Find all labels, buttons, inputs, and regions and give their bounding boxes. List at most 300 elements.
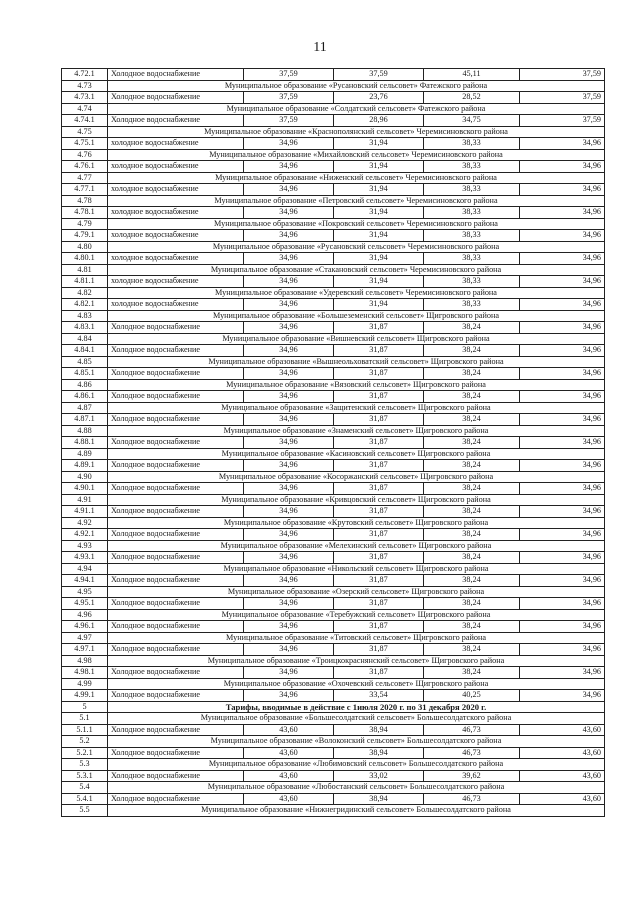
tariff-value: 34,96 bbox=[244, 552, 334, 564]
tariff-value: 31,87 bbox=[334, 506, 424, 518]
municipality-title: Муниципальное образование «Косоржанский сельсовет» Щигровского района bbox=[108, 471, 605, 483]
table-row bbox=[62, 161, 605, 173]
row-code: 4.83.1 bbox=[62, 322, 108, 334]
tariff-value: 34,96 bbox=[520, 322, 605, 334]
tariff-value: 28,96 bbox=[334, 115, 424, 127]
tariff-value: 43,60 bbox=[244, 724, 334, 736]
tariff-value: 34,96 bbox=[244, 391, 334, 403]
tariff-value: 38,33 bbox=[424, 276, 520, 288]
tariff-value: 34,96 bbox=[520, 437, 605, 449]
tariff-value: 40,25 bbox=[424, 690, 520, 702]
municipality-row bbox=[62, 333, 605, 345]
municipality-row bbox=[62, 402, 605, 414]
service-label: Холодное водоснабжение bbox=[108, 552, 244, 564]
row-code: 4.80.1 bbox=[62, 253, 108, 265]
tariff-value: 38,24 bbox=[424, 506, 520, 518]
service-label: холодное водоснабжение bbox=[108, 230, 244, 242]
tariff-value: 34,96 bbox=[520, 552, 605, 564]
service-label: Холодное водоснабжение bbox=[108, 529, 244, 541]
row-code: 5.1 bbox=[62, 713, 108, 725]
table-row bbox=[62, 460, 605, 472]
tariff-value: 31,87 bbox=[334, 552, 424, 564]
municipality-title: Муниципальное образование «Волоконский сельсовет» Большесолдатского района bbox=[108, 736, 605, 748]
row-code: 4.79 bbox=[62, 218, 108, 230]
row-code: 4.89.1 bbox=[62, 460, 108, 472]
table-row bbox=[62, 299, 605, 311]
municipality-row bbox=[62, 494, 605, 506]
tariff-value: 23,76 bbox=[334, 92, 424, 104]
tariff-value: 37,59 bbox=[520, 115, 605, 127]
row-code: 4.83 bbox=[62, 310, 108, 322]
service-label: Холодное водоснабжение bbox=[108, 747, 244, 759]
service-label: холодное водоснабжение bbox=[108, 276, 244, 288]
service-label: Холодное водоснабжение bbox=[108, 437, 244, 449]
municipality-row bbox=[62, 379, 605, 391]
tariff-value: 38,33 bbox=[424, 184, 520, 196]
municipality-title: Муниципальное образование «Русановский сельсовет» Черемисиновского района bbox=[108, 241, 605, 253]
table-row bbox=[62, 483, 605, 495]
row-code: 4.96 bbox=[62, 609, 108, 621]
municipality-row bbox=[62, 448, 605, 460]
service-label: холодное водоснабжение bbox=[108, 299, 244, 311]
row-code: 4.82 bbox=[62, 287, 108, 299]
table-row bbox=[62, 230, 605, 242]
municipality-title: Муниципальное образование «Теребужский сельсовет» Щигровского района bbox=[108, 609, 605, 621]
municipality-title: Муниципальное образование «Михайловский сельсовет» Черемисиновского района bbox=[108, 149, 605, 161]
tariff-value: 38,24 bbox=[424, 621, 520, 633]
service-label: Холодное водоснабжение bbox=[108, 391, 244, 403]
row-code: 4.92.1 bbox=[62, 529, 108, 541]
tariff-value: 39,62 bbox=[424, 770, 520, 782]
table-row bbox=[62, 690, 605, 702]
tariff-value: 38,24 bbox=[424, 575, 520, 587]
row-code: 4.91 bbox=[62, 494, 108, 506]
tariff-value: 34,96 bbox=[520, 230, 605, 242]
tariff-value: 34,96 bbox=[520, 483, 605, 495]
tariff-value: 38,24 bbox=[424, 644, 520, 656]
service-label: холодное водоснабжение bbox=[108, 161, 244, 173]
municipality-title: Муниципальное образование «Краснополянский сельсовет» Черемисиновского района bbox=[108, 126, 605, 138]
tariff-value: 31,87 bbox=[334, 575, 424, 587]
tariff-value: 34,96 bbox=[244, 345, 334, 357]
service-label: холодное водоснабжение bbox=[108, 253, 244, 265]
tariff-value: 34,96 bbox=[244, 414, 334, 426]
tariff-value: 31,94 bbox=[334, 230, 424, 242]
tariff-value: 43,60 bbox=[244, 793, 334, 805]
municipality-title: Муниципальное образование «Большесолдатский сельсовет» Большесолдатского района bbox=[108, 713, 605, 725]
tariff-value: 34,96 bbox=[244, 230, 334, 242]
municipality-row bbox=[62, 655, 605, 667]
row-code: 4.93 bbox=[62, 540, 108, 552]
row-code: 4.94.1 bbox=[62, 575, 108, 587]
tariff-value: 31,87 bbox=[334, 414, 424, 426]
tariff-value: 34,96 bbox=[244, 644, 334, 656]
tariff-value: 43,60 bbox=[520, 793, 605, 805]
tariff-value: 34,96 bbox=[520, 644, 605, 656]
row-code: 4.87.1 bbox=[62, 414, 108, 426]
row-code: 4.75.1 bbox=[62, 138, 108, 150]
tariff-value: 38,94 bbox=[334, 747, 424, 759]
row-code: 4.85 bbox=[62, 356, 108, 368]
municipality-title: Муниципальное образование «Знаменский сельсовет» Щигровского района bbox=[108, 425, 605, 437]
municipality-title: Муниципальное образование «Нижнегридинский сельсовет» Большесолдатского района bbox=[108, 805, 605, 817]
tariff-value: 31,94 bbox=[334, 184, 424, 196]
table-row bbox=[62, 667, 605, 679]
row-code: 4.73.1 bbox=[62, 92, 108, 104]
row-code: 4.96.1 bbox=[62, 621, 108, 633]
tariff-value: 38,24 bbox=[424, 598, 520, 610]
municipality-row bbox=[62, 805, 605, 817]
service-label: Холодное водоснабжение bbox=[108, 621, 244, 633]
service-label: Холодное водоснабжение bbox=[108, 414, 244, 426]
tariff-value: 34,96 bbox=[520, 598, 605, 610]
table-row bbox=[62, 552, 605, 564]
row-code: 4.82.1 bbox=[62, 299, 108, 311]
tariff-value: 34,96 bbox=[520, 575, 605, 587]
tariff-value: 34,96 bbox=[244, 184, 334, 196]
tariff-value: 34,96 bbox=[244, 575, 334, 587]
row-code: 4.88.1 bbox=[62, 437, 108, 449]
municipality-title: Муниципальное образование «Ниженский сельсовет» Черемисиновского района bbox=[108, 172, 605, 184]
municipality-row bbox=[62, 264, 605, 276]
tariff-value: 31,87 bbox=[334, 437, 424, 449]
section-title: Тарифы, вводимые в действие с 1июля 2020 г. по 31 декабря 2020 г. bbox=[108, 701, 605, 713]
row-code: 4.72.1 bbox=[62, 69, 108, 81]
tariff-value: 43,60 bbox=[520, 724, 605, 736]
tariff-value: 43,60 bbox=[520, 747, 605, 759]
tariff-value: 31,87 bbox=[334, 644, 424, 656]
service-label: холодное водоснабжение bbox=[108, 207, 244, 219]
municipality-title: Муниципальное образование «Кривцовский сельсовет» Щигровского района bbox=[108, 494, 605, 506]
tariff-value: 34,96 bbox=[520, 161, 605, 173]
section-header-row bbox=[62, 701, 605, 713]
tariff-value: 31,87 bbox=[334, 345, 424, 357]
row-code: 4.84.1 bbox=[62, 345, 108, 357]
row-code: 5.3 bbox=[62, 759, 108, 771]
service-label: холодное водоснабжение bbox=[108, 184, 244, 196]
service-label: Холодное водоснабжение bbox=[108, 793, 244, 805]
tariff-value: 34,96 bbox=[244, 368, 334, 380]
tariff-value: 46,73 bbox=[424, 747, 520, 759]
tariff-value: 31,94 bbox=[334, 138, 424, 150]
tariff-value: 28,52 bbox=[424, 92, 520, 104]
tariff-value: 38,24 bbox=[424, 368, 520, 380]
tariff-value: 34,96 bbox=[244, 138, 334, 150]
tariff-value: 38,24 bbox=[424, 391, 520, 403]
tariff-value: 31,87 bbox=[334, 529, 424, 541]
tariff-value: 34,96 bbox=[520, 667, 605, 679]
municipality-row bbox=[62, 540, 605, 552]
row-code: 4.81 bbox=[62, 264, 108, 276]
municipality-row bbox=[62, 103, 605, 115]
tariff-value: 34,96 bbox=[520, 529, 605, 541]
tariff-value: 38,33 bbox=[424, 138, 520, 150]
table-row bbox=[62, 621, 605, 633]
service-label: Холодное водоснабжение bbox=[108, 92, 244, 104]
tariff-value: 46,73 bbox=[424, 793, 520, 805]
tariff-value: 31,87 bbox=[334, 598, 424, 610]
table-row bbox=[62, 92, 605, 104]
municipality-row bbox=[62, 149, 605, 161]
row-code: 4.77.1 bbox=[62, 184, 108, 196]
service-label: Холодное водоснабжение bbox=[108, 506, 244, 518]
tariff-value: 37,59 bbox=[244, 69, 334, 81]
page-number: 11 bbox=[313, 40, 327, 55]
row-code: 4.90.1 bbox=[62, 483, 108, 495]
row-code: 4.99 bbox=[62, 678, 108, 690]
row-code: 4.97.1 bbox=[62, 644, 108, 656]
tariff-value: 34,96 bbox=[244, 460, 334, 472]
tariff-value: 31,87 bbox=[334, 667, 424, 679]
tariff-value: 38,33 bbox=[424, 299, 520, 311]
tariff-value: 37,59 bbox=[244, 115, 334, 127]
municipality-title: Муниципальное образование «Любимовский сельсовет» Большесолдатского района bbox=[108, 759, 605, 771]
municipality-row bbox=[62, 471, 605, 483]
table-row bbox=[62, 184, 605, 196]
row-code: 4.99.1 bbox=[62, 690, 108, 702]
tariff-table bbox=[61, 68, 605, 817]
row-code: 5.3.1 bbox=[62, 770, 108, 782]
municipality-title: Муниципальное образование «Никольский сельсовет» Щигровского района bbox=[108, 563, 605, 575]
table-row bbox=[62, 322, 605, 334]
row-code: 4.85.1 bbox=[62, 368, 108, 380]
tariff-value: 34,96 bbox=[244, 598, 334, 610]
row-code: 4.87 bbox=[62, 402, 108, 414]
municipality-row bbox=[62, 425, 605, 437]
row-code: 4.78 bbox=[62, 195, 108, 207]
municipality-title: Муниципальное образование «Вишневский сельсовет» Щигровского района bbox=[108, 333, 605, 345]
service-label: холодное водоснабжение bbox=[108, 138, 244, 150]
tariff-value: 38,24 bbox=[424, 345, 520, 357]
service-label: Холодное водоснабжение bbox=[108, 368, 244, 380]
table-row bbox=[62, 69, 605, 81]
row-code: 5.2.1 bbox=[62, 747, 108, 759]
municipality-title: Муниципальное образование «Крутовский сельсовет» Щигровского района bbox=[108, 517, 605, 529]
municipality-row bbox=[62, 356, 605, 368]
municipality-title: Муниципальное образование «Троицкокраснянский сельсовет» Щигровского района bbox=[108, 655, 605, 667]
tariff-value: 38,33 bbox=[424, 230, 520, 242]
tariff-value: 31,87 bbox=[334, 460, 424, 472]
table-row bbox=[62, 345, 605, 357]
service-label: Холодное водоснабжение bbox=[108, 345, 244, 357]
tariff-value: 34,96 bbox=[520, 506, 605, 518]
row-code: 4.76.1 bbox=[62, 161, 108, 173]
municipality-title: Муниципальное образование «Вышнеольховатский сельсовет» Щигровского района bbox=[108, 356, 605, 368]
tariff-value: 38,33 bbox=[424, 161, 520, 173]
row-code: 4.93.1 bbox=[62, 552, 108, 564]
municipality-row bbox=[62, 195, 605, 207]
table-row bbox=[62, 793, 605, 805]
tariff-value: 34,96 bbox=[520, 414, 605, 426]
tariff-value: 38,24 bbox=[424, 552, 520, 564]
municipality-title: Муниципальное образование «Защитенский сельсовет» Щигровского района bbox=[108, 402, 605, 414]
row-code: 4.90 bbox=[62, 471, 108, 483]
municipality-title: Муниципальное образование «Удеревский сельсовет» Черемисиновского района bbox=[108, 287, 605, 299]
row-code: 4.95.1 bbox=[62, 598, 108, 610]
service-label: Холодное водоснабжение bbox=[108, 322, 244, 334]
row-code: 4.74.1 bbox=[62, 115, 108, 127]
row-code: 4.98 bbox=[62, 655, 108, 667]
service-label: Холодное водоснабжение bbox=[108, 483, 244, 495]
row-code: 5.1.1 bbox=[62, 724, 108, 736]
tariff-value: 37,59 bbox=[244, 92, 334, 104]
table-row bbox=[62, 747, 605, 759]
table-row bbox=[62, 115, 605, 127]
row-code: 5.2 bbox=[62, 736, 108, 748]
row-code: 4.81.1 bbox=[62, 276, 108, 288]
table-row bbox=[62, 253, 605, 265]
row-code: 5.4.1 bbox=[62, 793, 108, 805]
service-label: Холодное водоснабжение bbox=[108, 724, 244, 736]
tariff-value: 34,96 bbox=[244, 322, 334, 334]
tariff-value: 34,75 bbox=[424, 115, 520, 127]
municipality-title: Муниципальное образование «Стакановский сельсовет» Черемисиновского района bbox=[108, 264, 605, 276]
row-code: 4.74 bbox=[62, 103, 108, 115]
row-code: 5 bbox=[62, 701, 108, 713]
table-row bbox=[62, 368, 605, 380]
tariff-value: 31,94 bbox=[334, 276, 424, 288]
tariff-value: 34,96 bbox=[520, 690, 605, 702]
row-code: 5.5 bbox=[62, 805, 108, 817]
tariff-value: 38,24 bbox=[424, 667, 520, 679]
municipality-title: Муниципальное образование «Покровский сельсовет» Черемисиновского района bbox=[108, 218, 605, 230]
tariff-value: 43,60 bbox=[520, 770, 605, 782]
tariff-value: 34,96 bbox=[244, 207, 334, 219]
service-label: Холодное водоснабжение bbox=[108, 598, 244, 610]
table-row bbox=[62, 770, 605, 782]
tariff-value: 31,87 bbox=[334, 483, 424, 495]
municipality-row bbox=[62, 517, 605, 529]
tariff-value: 34,96 bbox=[520, 276, 605, 288]
municipality-title: Муниципальное образование «Любостанский сельсовет» Большесолдатского района bbox=[108, 782, 605, 794]
municipality-row bbox=[62, 586, 605, 598]
table-row bbox=[62, 506, 605, 518]
tariff-value: 38,94 bbox=[334, 793, 424, 805]
table-row bbox=[62, 437, 605, 449]
municipality-title: Муниципальное образование «Касиновский сельсовет» Щигровского района bbox=[108, 448, 605, 460]
municipality-row bbox=[62, 218, 605, 230]
municipality-title: Муниципальное образование «Мелехинский сельсовет» Щигровского района bbox=[108, 540, 605, 552]
tariff-value: 38,94 bbox=[334, 724, 424, 736]
table-row bbox=[62, 575, 605, 587]
row-code: 4.88 bbox=[62, 425, 108, 437]
tariff-value: 33,02 bbox=[334, 770, 424, 782]
tariff-value: 38,33 bbox=[424, 253, 520, 265]
tariff-value: 38,24 bbox=[424, 322, 520, 334]
tariff-value: 37,59 bbox=[520, 69, 605, 81]
tariff-value: 34,96 bbox=[520, 184, 605, 196]
table-row bbox=[62, 207, 605, 219]
municipality-row bbox=[62, 759, 605, 771]
tariff-value: 38,33 bbox=[424, 207, 520, 219]
municipality-row bbox=[62, 287, 605, 299]
tariff-value: 34,96 bbox=[520, 621, 605, 633]
tariff-value: 34,96 bbox=[520, 368, 605, 380]
municipality-title: Муниципальное образование «Охочевский сельсовет» Щигровского района bbox=[108, 678, 605, 690]
municipality-title: Муниципальное образование «Большеземенский сельсовет» Щигровского района bbox=[108, 310, 605, 322]
tariff-value: 31,94 bbox=[334, 161, 424, 173]
municipality-row bbox=[62, 678, 605, 690]
tariff-value: 34,96 bbox=[244, 506, 334, 518]
tariff-value: 45,11 bbox=[424, 69, 520, 81]
tariff-value: 34,96 bbox=[244, 529, 334, 541]
row-code: 4.95 bbox=[62, 586, 108, 598]
table-row bbox=[62, 276, 605, 288]
tariff-value: 34,96 bbox=[244, 690, 334, 702]
row-code: 4.78.1 bbox=[62, 207, 108, 219]
row-code: 4.73 bbox=[62, 80, 108, 92]
municipality-row bbox=[62, 609, 605, 621]
tariff-value: 34,96 bbox=[244, 253, 334, 265]
tariff-value: 38,24 bbox=[424, 529, 520, 541]
service-label: Холодное водоснабжение bbox=[108, 115, 244, 127]
row-code: 4.89 bbox=[62, 448, 108, 460]
tariff-value: 37,59 bbox=[334, 69, 424, 81]
tariff-value: 34,96 bbox=[244, 276, 334, 288]
tariff-value: 34,96 bbox=[244, 299, 334, 311]
municipality-row bbox=[62, 736, 605, 748]
row-code: 4.80 bbox=[62, 241, 108, 253]
service-label: Холодное водоснабжение bbox=[108, 690, 244, 702]
municipality-row bbox=[62, 80, 605, 92]
tariff-value: 31,94 bbox=[334, 299, 424, 311]
tariff-value: 34,96 bbox=[520, 299, 605, 311]
tariff-value: 31,94 bbox=[334, 207, 424, 219]
row-code: 5.4 bbox=[62, 782, 108, 794]
table-row bbox=[62, 391, 605, 403]
tariff-value: 43,60 bbox=[244, 747, 334, 759]
tariff-value: 31,94 bbox=[334, 253, 424, 265]
table-row bbox=[62, 414, 605, 426]
municipality-row bbox=[62, 632, 605, 644]
row-code: 4.86 bbox=[62, 379, 108, 391]
municipality-row bbox=[62, 241, 605, 253]
table-row bbox=[62, 724, 605, 736]
tariff-value: 34,96 bbox=[520, 253, 605, 265]
municipality-title: Муниципальное образование «Русановский сельсовет» Фатежского района bbox=[108, 80, 605, 92]
row-code: 4.91.1 bbox=[62, 506, 108, 518]
row-code: 4.86.1 bbox=[62, 391, 108, 403]
tariff-value: 34,96 bbox=[520, 391, 605, 403]
service-label: Холодное водоснабжение bbox=[108, 575, 244, 587]
municipality-row bbox=[62, 782, 605, 794]
municipality-row bbox=[62, 310, 605, 322]
municipality-title: Муниципальное образование «Озерский сельсовет» Щигровского района bbox=[108, 586, 605, 598]
tariff-value: 31,87 bbox=[334, 368, 424, 380]
service-label: Холодное водоснабжение bbox=[108, 667, 244, 679]
municipality-title: Муниципальное образование «Петровский сельсовет» Черемисиновского района bbox=[108, 195, 605, 207]
municipality-row bbox=[62, 126, 605, 138]
tariff-value: 34,96 bbox=[520, 207, 605, 219]
tariff-value: 31,87 bbox=[334, 621, 424, 633]
tariff-value: 43,60 bbox=[244, 770, 334, 782]
tariff-value: 34,96 bbox=[244, 483, 334, 495]
table-row bbox=[62, 644, 605, 656]
municipality-row bbox=[62, 172, 605, 184]
tariff-value: 34,96 bbox=[244, 161, 334, 173]
tariff-value: 33,54 bbox=[334, 690, 424, 702]
tariff-value: 34,96 bbox=[520, 345, 605, 357]
tariff-value: 46,73 bbox=[424, 724, 520, 736]
row-code: 4.77 bbox=[62, 172, 108, 184]
tariff-value: 34,96 bbox=[244, 667, 334, 679]
tariff-value: 31,87 bbox=[334, 391, 424, 403]
service-label: Холодное водоснабжение bbox=[108, 770, 244, 782]
tariff-value: 34,96 bbox=[244, 621, 334, 633]
table-row bbox=[62, 529, 605, 541]
tariff-value: 34,96 bbox=[520, 138, 605, 150]
row-code: 4.97 bbox=[62, 632, 108, 644]
